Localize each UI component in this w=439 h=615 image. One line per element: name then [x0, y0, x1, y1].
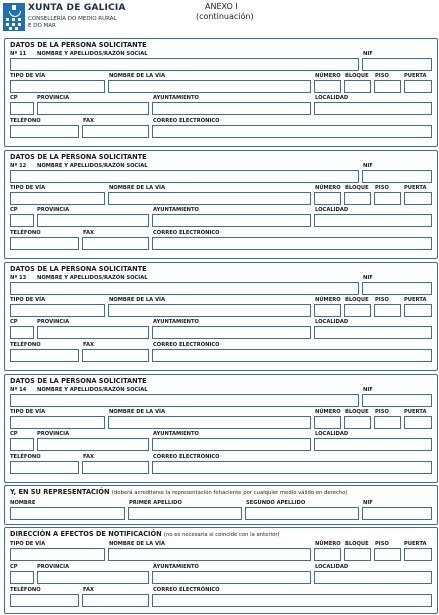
postcode-label: CP	[10, 431, 18, 437]
email-label: CORREO ELECTRÓNICO	[153, 454, 220, 460]
province-field[interactable]	[37, 214, 149, 227]
notif-postcode-label: CP	[10, 564, 18, 570]
postcode-field[interactable]	[10, 214, 34, 227]
notif-phone-label: TELÉFONO	[10, 587, 41, 593]
floor-label: PISO	[375, 409, 389, 415]
province-field[interactable]	[37, 326, 149, 339]
department-line-1: CONSELLERÍA DO MEDIO RURAL	[28, 16, 117, 22]
municipality-label: AYUNTAMIENTO	[153, 431, 199, 437]
floor-field[interactable]	[374, 304, 401, 317]
locality-label: LOCALIDAD	[315, 319, 349, 325]
block-field[interactable]	[344, 80, 371, 93]
name-label: NOMBRE Y APELLIDOS/RAZÓN SOCIAL	[37, 387, 148, 393]
notif-door-label: PUERTA	[404, 541, 427, 547]
rep-second-surname-label: SEGUNDO APELLIDO	[246, 500, 306, 506]
rep-first-surname-field[interactable]	[128, 507, 242, 520]
nif-label: NIF	[363, 275, 373, 281]
name-field[interactable]	[10, 58, 359, 71]
street-name-label: NOMBRE DE LA VÍA	[109, 297, 165, 303]
floor-field[interactable]	[374, 416, 401, 429]
fax-label: FAX	[83, 230, 94, 236]
locality-label: LOCALIDAD	[315, 431, 349, 437]
phone-field[interactable]	[10, 349, 79, 362]
number-label: NÚMERO	[315, 73, 341, 79]
province-label: PROVINCIA	[37, 319, 70, 325]
locality-field[interactable]	[314, 102, 432, 115]
block-label: BLOQUE	[345, 297, 369, 303]
notif-fax-label: FAX	[83, 587, 94, 593]
province-field[interactable]	[37, 438, 149, 451]
municipality-field[interactable]	[152, 326, 311, 339]
door-label: PUERTA	[404, 73, 427, 79]
nif-field[interactable]	[362, 282, 432, 295]
applicant-section-2	[4, 150, 438, 259]
locality-label: LOCALIDAD	[315, 207, 349, 213]
fax-field[interactable]	[82, 237, 149, 250]
municipality-label: AYUNTAMIENTO	[153, 95, 199, 101]
name-field[interactable]	[10, 170, 359, 183]
notif-phone-field[interactable]	[10, 594, 79, 607]
number-field[interactable]	[314, 416, 341, 429]
email-label: CORREO ELECTRÓNICO	[153, 342, 220, 348]
notif-number-field[interactable]	[314, 548, 341, 561]
postcode-field[interactable]	[10, 438, 34, 451]
block-label: BLOQUE	[345, 185, 369, 191]
street-name-field[interactable]	[108, 192, 311, 205]
applicant-section-1	[4, 38, 438, 147]
province-label: PROVINCIA	[37, 431, 70, 437]
street-type-label: TIPO DE VÍA	[10, 73, 46, 79]
annex-title: ANEXO I	[205, 2, 238, 11]
number-label: NÚMERO	[315, 297, 341, 303]
postcode-field[interactable]	[10, 326, 34, 339]
municipality-field[interactable]	[152, 438, 311, 451]
rep-second-surname-field[interactable]	[245, 507, 359, 520]
floor-label: PISO	[375, 297, 389, 303]
block-label: BLOQUE	[345, 409, 369, 415]
org-name: XUNTA DE GALICIA	[28, 3, 126, 13]
email-field[interactable]	[152, 125, 432, 138]
fax-label: FAX	[83, 342, 94, 348]
nif-field[interactable]	[362, 170, 432, 183]
representation-title-text: Y, EN SU REPRESENTACIÓN	[10, 488, 110, 496]
street-name-field[interactable]	[108, 304, 311, 317]
postcode-label: CP	[10, 319, 18, 325]
rep-name-field[interactable]	[10, 507, 125, 520]
street-name-field[interactable]	[108, 80, 311, 93]
notif-street-type-field[interactable]	[10, 548, 105, 561]
floor-field[interactable]	[374, 80, 401, 93]
floor-field[interactable]	[374, 192, 401, 205]
name-field[interactable]	[10, 394, 359, 407]
name-label: NOMBRE Y APELLIDOS/RAZÓN SOCIAL	[37, 275, 148, 281]
notif-locality-label: LOCALIDAD	[315, 564, 349, 570]
fax-field[interactable]	[82, 349, 149, 362]
phone-field[interactable]	[10, 461, 79, 474]
phone-label: TELÉFONO	[10, 118, 41, 124]
notification-title	[10, 530, 280, 538]
door-label: PUERTA	[404, 185, 427, 191]
phone-label: TELÉFONO	[10, 454, 41, 460]
municipality-field[interactable]	[152, 214, 311, 227]
block-field[interactable]	[344, 192, 371, 205]
nif-label: NIF	[363, 387, 373, 393]
phone-label: TELÉFONO	[10, 342, 41, 348]
notif-street-name-label: NOMBRE DE LA VÍA	[109, 541, 165, 547]
postcode-label: CP	[10, 95, 18, 101]
notif-email-label: CORREO ELECTRÓNICO	[153, 587, 220, 593]
door-field[interactable]	[404, 416, 432, 429]
notif-municipality-label: AYUNTAMIENTO	[153, 564, 199, 570]
department-line-2: E DO MAR	[28, 23, 56, 29]
postcode-label: CP	[10, 207, 18, 213]
block-field[interactable]	[344, 304, 371, 317]
locality-field[interactable]	[314, 326, 432, 339]
notification-title-text: DIRECCIÓN A EFECTOS DE NOTIFICACIÓN	[10, 530, 162, 538]
street-name-field[interactable]	[108, 416, 311, 429]
street-name-label: NOMBRE DE LA VÍA	[109, 73, 165, 79]
block-label: BLOQUE	[345, 73, 369, 79]
fax-label: FAX	[83, 454, 94, 460]
notif-door-field[interactable]	[404, 548, 432, 561]
notif-block-label: BLOQUE	[345, 541, 369, 547]
notif-locality-field[interactable]	[314, 571, 432, 584]
municipality-label: AYUNTAMIENTO	[153, 319, 199, 325]
rep-nif-field[interactable]	[362, 507, 432, 520]
floor-label: PISO	[375, 185, 389, 191]
email-field[interactable]	[152, 349, 432, 362]
door-label: PUERTA	[404, 409, 427, 415]
locality-field[interactable]	[314, 438, 432, 451]
email-field[interactable]	[152, 237, 432, 250]
email-label: CORREO ELECTRÓNICO	[153, 230, 220, 236]
name-label: NOMBRE Y APELLIDOS/RAZÓN SOCIAL	[37, 51, 148, 57]
street-type-label: TIPO DE VÍA	[10, 185, 46, 191]
number-label: NÚMERO	[315, 185, 341, 191]
applicant-section-3	[4, 262, 438, 371]
notif-postcode-field[interactable]	[10, 571, 34, 584]
phone-field[interactable]	[10, 125, 79, 138]
nif-field[interactable]	[362, 394, 432, 407]
section-title: DATOS DE LA PERSONA SOLICITANTE	[10, 41, 147, 49]
applicant-number: Nº 13	[10, 275, 27, 281]
nif-label: NIF	[363, 163, 373, 169]
applicant-number: Nº 12	[10, 163, 27, 169]
section-title: DATOS DE LA PERSONA SOLICITANTE	[10, 153, 147, 161]
nif-label: NIF	[363, 51, 373, 57]
street-type-field[interactable]	[10, 192, 105, 205]
notif-municipality-field[interactable]	[152, 571, 311, 584]
door-field[interactable]	[404, 192, 432, 205]
section-title: DATOS DE LA PERSONA SOLICITANTE	[10, 377, 147, 385]
representation-title	[10, 488, 348, 496]
nif-field[interactable]	[362, 58, 432, 71]
applicant-section-4	[4, 374, 438, 483]
annex-subtitle: (continuación)	[196, 12, 254, 21]
notif-fax-field[interactable]	[82, 594, 149, 607]
street-type-field[interactable]	[10, 304, 105, 317]
notification-note: (no es necesaria si coincide con la anterior)	[163, 532, 280, 538]
email-label: CORREO ELECTRÓNICO	[153, 118, 220, 124]
street-type-field[interactable]	[10, 80, 105, 93]
section-title: DATOS DE LA PERSONA SOLICITANTE	[10, 265, 147, 273]
locality-label: LOCALIDAD	[315, 95, 349, 101]
street-name-label: NOMBRE DE LA VÍA	[109, 185, 165, 191]
notif-province-field[interactable]	[37, 571, 149, 584]
notif-number-label: NÚMERO	[315, 541, 341, 547]
postcode-field[interactable]	[10, 102, 34, 115]
notif-email-field[interactable]	[152, 594, 432, 607]
phone-label: TELÉFONO	[10, 230, 41, 236]
rep-nif-label: NIF	[363, 500, 373, 506]
applicant-number: Nº 14	[10, 387, 27, 393]
door-field[interactable]	[404, 80, 432, 93]
street-name-label: NOMBRE DE LA VÍA	[109, 409, 165, 415]
municipality-label: AYUNTAMIENTO	[153, 207, 199, 213]
door-label: PUERTA	[404, 297, 427, 303]
municipality-field[interactable]	[152, 102, 311, 115]
number-field[interactable]	[314, 80, 341, 93]
province-label: PROVINCIA	[37, 95, 70, 101]
phone-field[interactable]	[10, 237, 79, 250]
fax-label: FAX	[83, 118, 94, 124]
province-label: PROVINCIA	[37, 207, 70, 213]
name-field[interactable]	[10, 282, 359, 295]
rep-name-label: NOMBRE	[10, 500, 36, 506]
number-field[interactable]	[314, 192, 341, 205]
province-field[interactable]	[37, 102, 149, 115]
notification-section	[4, 527, 438, 614]
street-type-label: TIPO DE VÍA	[10, 409, 46, 415]
street-type-label: TIPO DE VÍA	[10, 297, 46, 303]
representation-section	[4, 485, 438, 525]
representation-note: (deberá acreditarse la representación fehaciente por cualquier medio válido en derecho)	[111, 490, 348, 496]
notif-floor-field[interactable]	[374, 548, 401, 561]
notif-province-label: PROVINCIA	[37, 564, 70, 570]
fax-field[interactable]	[82, 461, 149, 474]
number-label: NÚMERO	[315, 409, 341, 415]
notif-street-type-label: TIPO DE VÍA	[10, 541, 46, 547]
xunta-logo-icon	[3, 3, 25, 31]
notif-floor-label: PISO	[375, 541, 389, 547]
fax-field[interactable]	[82, 125, 149, 138]
door-field[interactable]	[404, 304, 432, 317]
block-field[interactable]	[344, 416, 371, 429]
notif-block-field[interactable]	[344, 548, 371, 561]
name-label: NOMBRE Y APELLIDOS/RAZÓN SOCIAL	[37, 163, 148, 169]
locality-field[interactable]	[314, 214, 432, 227]
rep-first-surname-label: PRIMER APELLIDO	[129, 500, 182, 506]
header	[0, 0, 439, 36]
notif-street-name-field[interactable]	[108, 548, 311, 561]
number-field[interactable]	[314, 304, 341, 317]
floor-label: PISO	[375, 73, 389, 79]
street-type-field[interactable]	[10, 416, 105, 429]
email-field[interactable]	[152, 461, 432, 474]
applicant-number: Nº 11	[10, 51, 27, 57]
